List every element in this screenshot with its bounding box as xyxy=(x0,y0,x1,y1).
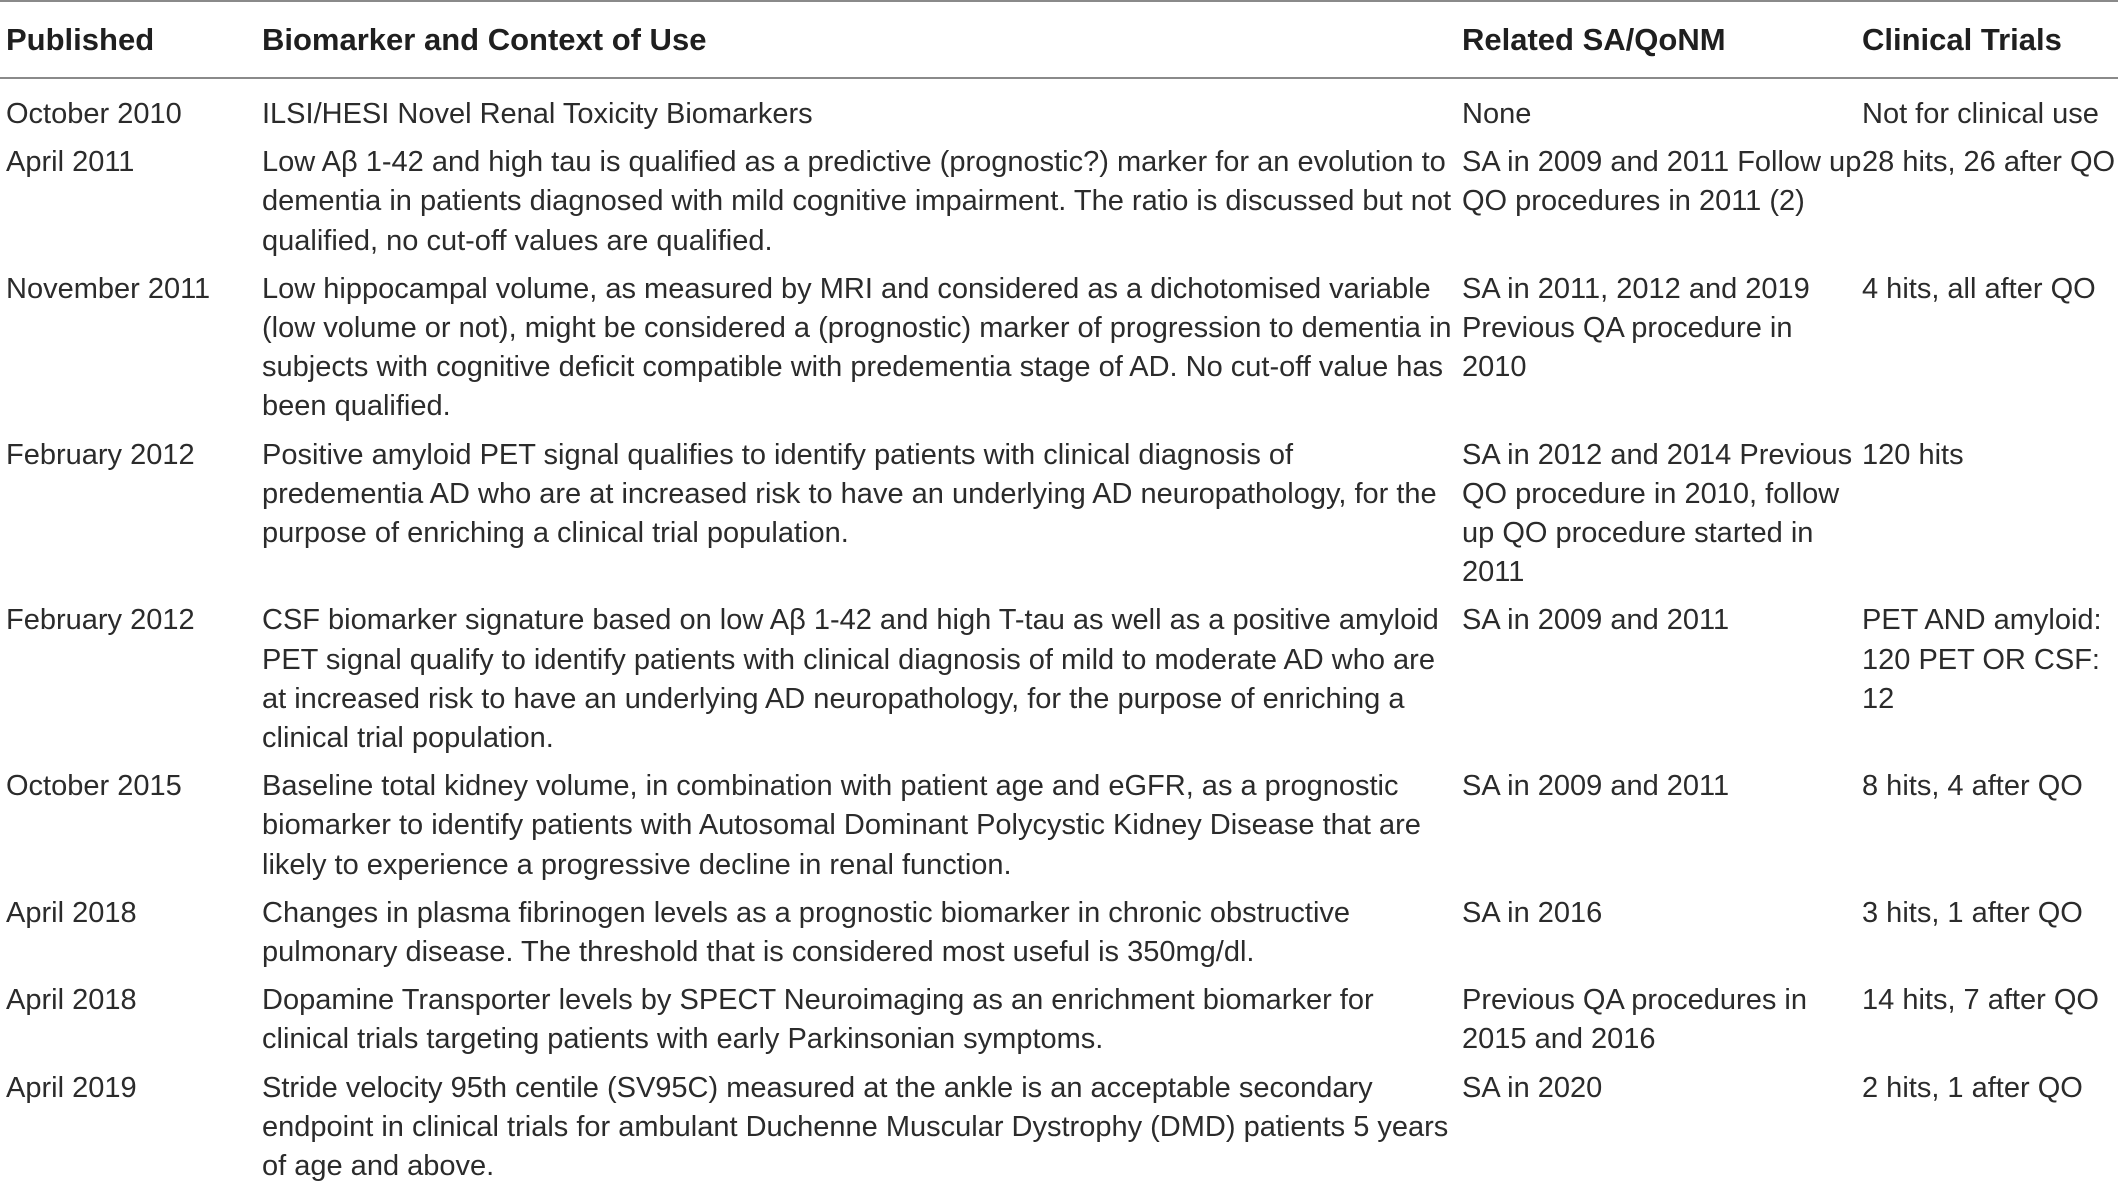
cell-published: April 2018 xyxy=(6,984,137,1017)
table-row xyxy=(0,894,2118,981)
cell-trials: 120 hits xyxy=(1862,438,1964,471)
cell-related: SA in 2016 xyxy=(1462,896,1603,929)
cell-published: November 2011 xyxy=(6,272,211,305)
cell-published: February 2012 xyxy=(6,438,195,471)
cell-biomarker: Baseline total kidney volume, in combination with patient age and eGFR, as a prognostic biomarker to identify patients with Autosomal Dominant Polycystic Kidney Disease that are likely to experience a progressive decline in renal function. xyxy=(262,770,1421,881)
cell-biomarker: Low hippocampal volume, as measured by MRI and considered as a dichotomised variable (low volume or not), might be considered a (prognostic) marker of progression to dementia in subjects with cognitive deficit compatible with predementia stage of AD. No cut-off value has been qualified. xyxy=(262,272,1452,423)
cell-published: October 2010 xyxy=(6,98,182,130)
cell-published: February 2012 xyxy=(6,604,195,637)
cell-related: SA in 2009 and 2011 Follow up QO procedures in 2011 (2) xyxy=(1462,146,1862,218)
cell-related: SA in 2011, 2012 and 2019 Previous QA procedure in 2010 xyxy=(1462,272,1810,384)
cell-biomarker: CSF biomarker signature based on low Aβ 1-42 and high T-tau as well as a positive amyloid PET signal qualify to identify patients with clinical diagnosis of mild to moderate AD who are at increased risk to have an underlying AD neuropathology, for the purpose of enriching a clinical trial population. xyxy=(262,604,1439,755)
cell-biomarker: Low Aβ 1-42 and high tau is qualified as a predictive (prognostic?) marker for an evolution to dementia in patients diagnosed with mild cognitive impairment. The ratio is discussed but not qualified, no cut-off values are qualified. xyxy=(262,146,1452,257)
cell-related: SA in 2020 xyxy=(1462,1071,1603,1104)
cell-biomarker: Stride velocity 95th centile (SV95C) measured at the ankle is an acceptable secondary endpoint in clinical trials for ambulant Duchenne Muscular Dystrophy (DMD) patients 5 years of age and above. xyxy=(262,1071,1449,1183)
cell-related: SA in 2009 and 2011 xyxy=(1462,770,1730,803)
cell-trials: 8 hits, 4 after QO xyxy=(1862,770,2083,803)
cell-related: SA in 2009 and 2011 xyxy=(1462,604,1730,637)
header-related-sa: Related SA/QoNM xyxy=(1462,1,1862,78)
table-row xyxy=(0,270,2118,436)
table-row xyxy=(0,1069,2118,1195)
cell-trials: 3 hits, 1 after QO xyxy=(1862,896,2083,929)
header-biomarker: Biomarker and Context of Use xyxy=(256,1,1462,78)
table-row xyxy=(0,143,2118,270)
cell-biomarker: Dopamine Transporter levels by SPECT Neuroimaging as an enrichment biomarker for clinical trials targeting patients with early Parkinsonian symptoms. xyxy=(262,984,1374,1056)
cell-biomarker: Changes in plasma fibrinogen levels as a prognostic biomarker in chronic obstructive pulmonary disease. The threshold that is considered most useful is 350mg/dl. xyxy=(262,896,1351,969)
table-row xyxy=(0,601,2118,767)
cell-trials: 28 hits, 26 after QO xyxy=(1862,146,2116,179)
cell-trials: 14 hits, 7 after QO xyxy=(1862,984,2099,1017)
table-row xyxy=(0,436,2118,602)
header-published: Published xyxy=(0,1,256,78)
cell-published: April 2019 xyxy=(6,1071,137,1104)
cell-published: April 2018 xyxy=(6,896,137,929)
cell-related: Previous QA procedures in 2015 and 2016 xyxy=(1462,984,1807,1056)
cell-trials: 2 hits, 1 after QO xyxy=(1862,1071,2083,1104)
cell-related: None xyxy=(1462,98,1532,130)
cell-trials: PET AND amyloid: 120 PET OR CSF: 12 xyxy=(1862,604,2102,715)
header-clinical-trials: Clinical Trials xyxy=(1862,1,2118,78)
cell-published: October 2015 xyxy=(6,770,182,803)
cell-related: SA in 2012 and 2014 Previous QO procedure in 2010, follow up QO procedure started in 2011 xyxy=(1462,438,1853,589)
table-row xyxy=(0,78,2118,143)
header-row xyxy=(0,1,2118,78)
table-row xyxy=(0,767,2118,894)
cell-biomarker: ILSI/HESI Novel Renal Toxicity Biomarkers xyxy=(262,98,813,130)
table-body xyxy=(0,78,2118,1195)
cell-biomarker: Positive amyloid PET signal qualifies to identify patients with clinical diagnosis of predementia AD who are at increased risk to have an underlying AD neuropathology, for the purpose of enriching a clinical trial population. xyxy=(262,438,1437,550)
table-header xyxy=(0,1,2118,78)
table-row xyxy=(0,981,2118,1068)
cell-trials: 4 hits, all after QO xyxy=(1862,272,2096,305)
cell-published: April 2011 xyxy=(6,146,135,179)
cell-trials: Not for clinical use xyxy=(1862,98,2099,130)
